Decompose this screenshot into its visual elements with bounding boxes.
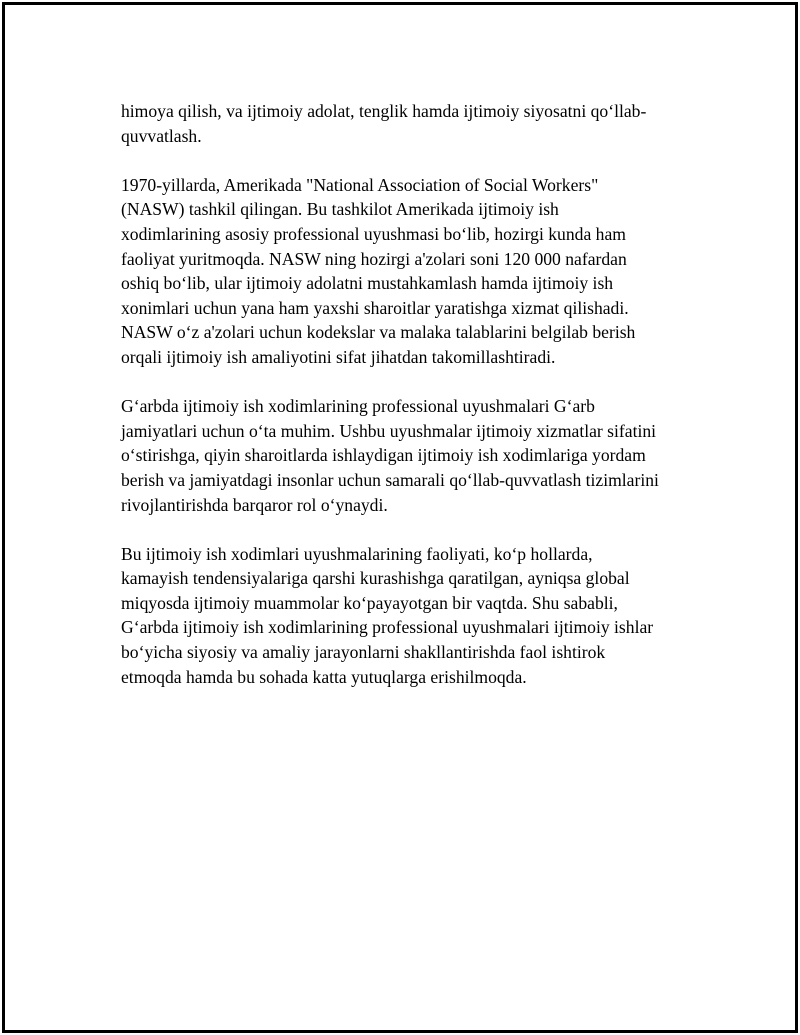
text-line: quvvatlash. bbox=[121, 125, 202, 146]
text-line: bo‘yicha siyosiy va amaliy jarayonlarni shakllantirishda faol ishtirok bbox=[121, 642, 606, 663]
text-line: orqali ijtimoiy ish amaliyotini sifat jihatdan takomillashtiradi. bbox=[121, 346, 556, 367]
text-line: rivojlantirishda barqaror rol o‘ynaydi. bbox=[121, 494, 388, 515]
text-line: NASW o‘z a'zolari uchun kodekslar va malaka talablarini belgilab berish bbox=[121, 322, 636, 343]
text-line: 1970-yillarda, Amerikada "National Association of Social Workers" bbox=[121, 174, 599, 195]
paragraph-4 bbox=[121, 542, 691, 690]
text-line: himoya qilish, va ijtimoiy adolat, tenglik hamda ijtimoiy siyosatni qo‘llab- bbox=[121, 101, 647, 121]
text-line: xodimlarining asosiy professional uyushmasi bo‘lib, hozirgi kunda ham bbox=[121, 223, 626, 244]
paragraph-1 bbox=[121, 99, 691, 148]
paragraph-3 bbox=[121, 394, 691, 517]
page-frame bbox=[2, 2, 798, 1033]
text-line: (NASW) tashkil qilingan. Bu tashkilot Amerikada ijtimoiy ish bbox=[121, 199, 559, 220]
document-body bbox=[121, 99, 691, 714]
text-line: Bu ijtimoiy ish xodimlari uyushmalarining faoliyati, ko‘p hollarda, bbox=[121, 543, 593, 564]
paragraph-2 bbox=[121, 173, 691, 370]
text-line: o‘stirishga, qiyin sharoitlarda ishlaydigan ijtimoiy ish xodimlariga yordam bbox=[121, 445, 646, 466]
text-line: etmoqda hamda bu sohada katta yutuqlarga erishilmoqda. bbox=[121, 666, 527, 687]
text-line: berish va jamiyatdagi insonlar uchun samarali qo‘llab-quvvatlash tizimlarini bbox=[121, 469, 659, 490]
text-line: G‘arbda ijtimoiy ish xodimlarining professional uyushmalari G‘arb bbox=[121, 396, 595, 417]
text-line: kamayish tendensiyalariga qarshi kurashishga qaratilgan, ayniqsa global bbox=[121, 568, 630, 589]
text-line: oshiq bo‘lib, ular ijtimoiy adolatni mustahkamlash hamda ijtimoiy ish bbox=[121, 273, 614, 294]
text-line: jamiyatlari uchun o‘ta muhim. Ushbu uyushmalar ijtimoiy xizmatlar sifatini bbox=[121, 420, 657, 441]
text-line: faoliyat yuritmoqda. NASW ning hozirgi a'zolari soni 120 000 nafardan bbox=[121, 248, 627, 269]
text-line: miqyosda ijtimoiy muammolar ko‘payayotgan bir vaqtda. Shu sababli, bbox=[121, 592, 618, 613]
text-line: xonimlari uchun yana ham yaxshi sharoitlar yaratishga xizmat qilishadi. bbox=[121, 297, 629, 318]
text-line: G‘arbda ijtimoiy ish xodimlarining professional uyushmalari ijtimoiy ishlar bbox=[121, 617, 654, 638]
